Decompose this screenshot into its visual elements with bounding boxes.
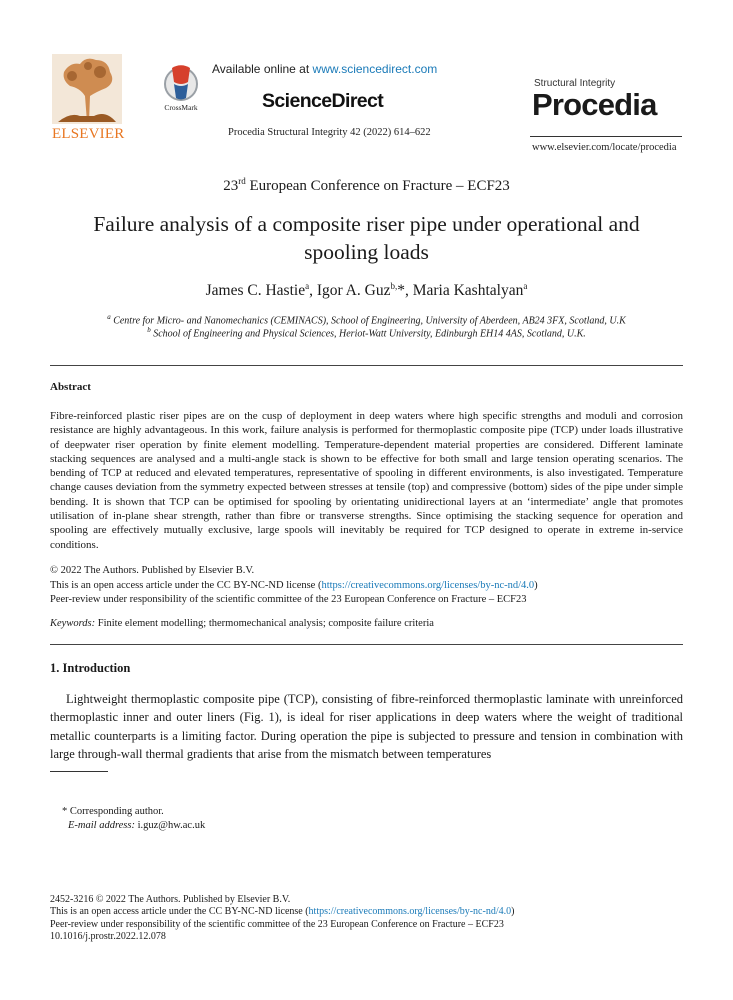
- email-note: [68, 820, 205, 831]
- conference-title: European Conference on Fracture – ECF23: [245, 178, 510, 194]
- journal-url[interactable]: www.elsevier.com/locate/procedia: [532, 142, 677, 153]
- license-link[interactable]: https://creativecommons.org/licenses/by-nc-nd/4.0: [321, 579, 535, 591]
- keywords-line: [50, 618, 683, 629]
- keywords-label: Keywords:: [50, 618, 96, 629]
- keywords-text: Finite element modelling; thermomechanical analysis; composite failure criteria: [95, 618, 434, 629]
- footer-open-access: [50, 906, 690, 918]
- journal-citation: Procedia Structural Integrity 42 (2022) 614–622: [228, 127, 431, 138]
- license-block: [50, 564, 690, 608]
- footer-doi[interactable]: 10.1016/j.prostr.2022.12.078: [50, 930, 166, 942]
- header-divider: [530, 136, 682, 137]
- author-2: Igor A. Guz: [316, 282, 391, 300]
- author-list: [0, 281, 733, 300]
- affiliation-b: [0, 326, 733, 339]
- author-separator: ,: [404, 282, 413, 300]
- affiliation-a-text: Centre for Micro- and Nanomechanics (CEMINACS), School of Engineering, University of Aberdeen, AB24 3FX, Scotland, U.K: [110, 315, 626, 327]
- sciencedirect-brand: ScienceDirect: [262, 90, 384, 112]
- open-access-prefix: This is an open access article under the CC BY-NC-ND license (: [50, 579, 322, 591]
- footer-issn: 2452-3216 © 2022 The Authors. Published by Elsevier B.V.: [50, 894, 291, 905]
- email-address[interactable]: i.guz@hw.ac.uk: [134, 820, 206, 831]
- sciencedirect-link[interactable]: www.sciencedirect.com: [312, 62, 438, 76]
- journal-subtitle: Structural Integrity: [534, 78, 616, 89]
- open-access-suffix: ): [534, 579, 538, 591]
- corresponding-author-note: * Corresponding author.: [62, 806, 164, 817]
- affiliation-a-mark: a: [107, 313, 111, 321]
- footer-license-link[interactable]: https://creativecommons.org/licenses/by-nc-nd/4.0: [308, 906, 512, 918]
- corresponding-star: *: [397, 282, 405, 300]
- conference-ordinal: rd: [238, 176, 246, 186]
- affiliation-a: [0, 313, 733, 326]
- abstract-heading: Abstract: [50, 381, 91, 393]
- abstract-body: Fibre-reinforced plastic riser pipes are on the cusp of deployment in deep waters where high specific strengths and moduli and corrosion resistance are highly advantageous. In this work, failure analysis is performed for thermoplastic composite pipe (TCP) under loads illustrative of deepwater riser operation by finite element modelling. Temperature-dependent material properties are considered. Different laminate stacking sequences are analysed and a multi-angle stack is shown to be effective for both small and large tension operating scenarios. The bending of TCP at reduced and elevated temperatures, representative of spooling in different environments, is also investigated. Temperature change causes deviation from the symmetry expected between stresses at tensile (top) and compressive (bottom) sides of the pipe under simple bending. It is shown that TCP can be optimised for spooling by orientating unidirectional layers at an ‘intermediate’ angle that promotes utilisation of in-plane shear strength, rather than fibre or transverse strengths. Since optimising the stacking sequence for operation and spooling are effectively mutually exclusive, large spools will inevitably be required for TCP designed to operate in extreme in-service conditions.: [50, 410, 683, 551]
- crossmark-label: CrossMark: [164, 103, 198, 112]
- introduction-body: Lightweight thermoplastic composite pipe (TCP), consisting of fibre-reinforced thermoplastic laminate with unreinforced thermoplastic inner and outer liners (Fig. 1), is ideal for riser applications in deep waters where the weight of traditional metallic counterparts is a limiting factor. During operation the pipe is subjected to pressure and tension in combination with large through-wall thermal gradients that arise from the mismatch between temperatures: [50, 692, 683, 761]
- affiliation-b-text: School of Engineering and Physical Sciences, Heriot-Watt University, Edinburgh EH14 4AS, Scotland, U.K.: [150, 328, 586, 340]
- author-2-affil: b,: [390, 281, 398, 291]
- elsevier-wordmark: ELSEVIER: [52, 126, 125, 142]
- available-prefix: Available online at: [212, 62, 313, 76]
- author-separator: ,: [309, 282, 317, 300]
- footer-oa-suffix: ): [511, 906, 515, 918]
- conference-name: [0, 176, 733, 195]
- procedia-brand: Procedia: [532, 87, 657, 122]
- abstract-bottom-rule: [50, 644, 683, 645]
- abstract-top-rule: [50, 365, 683, 366]
- affiliation-b-mark: b: [147, 326, 151, 334]
- open-access-line: [50, 579, 690, 594]
- footnote-rule: [50, 771, 108, 772]
- author-3-affil: a: [523, 281, 528, 291]
- available-online-line: [212, 62, 502, 76]
- conference-number: 23: [223, 178, 239, 194]
- paper-title: Failure analysis of a composite riser pipe under operational and spooling loads: [93, 212, 640, 264]
- copyright-line: © 2022 The Authors. Published by Elsevier B.V.: [50, 565, 255, 576]
- peer-review-line: Peer-review under responsibility of the scientific committee of the 23 European Conference on Fracture – ECF23: [50, 594, 527, 605]
- author-3: Maria Kashtalyan: [412, 282, 524, 300]
- introduction-heading: 1. Introduction: [50, 661, 131, 675]
- footer-peer-review: Peer-review under responsibility of the scientific committee of the 23 European Conference on Fracture – ECF23: [50, 918, 504, 930]
- author-1: James C. Hastie: [205, 282, 306, 300]
- author-1-affil: a: [305, 281, 310, 291]
- email-label: E-mail address:: [68, 820, 135, 831]
- footer-oa-prefix: This is an open access article under the CC BY-NC-ND license (: [50, 906, 309, 918]
- page-footer: [50, 894, 690, 943]
